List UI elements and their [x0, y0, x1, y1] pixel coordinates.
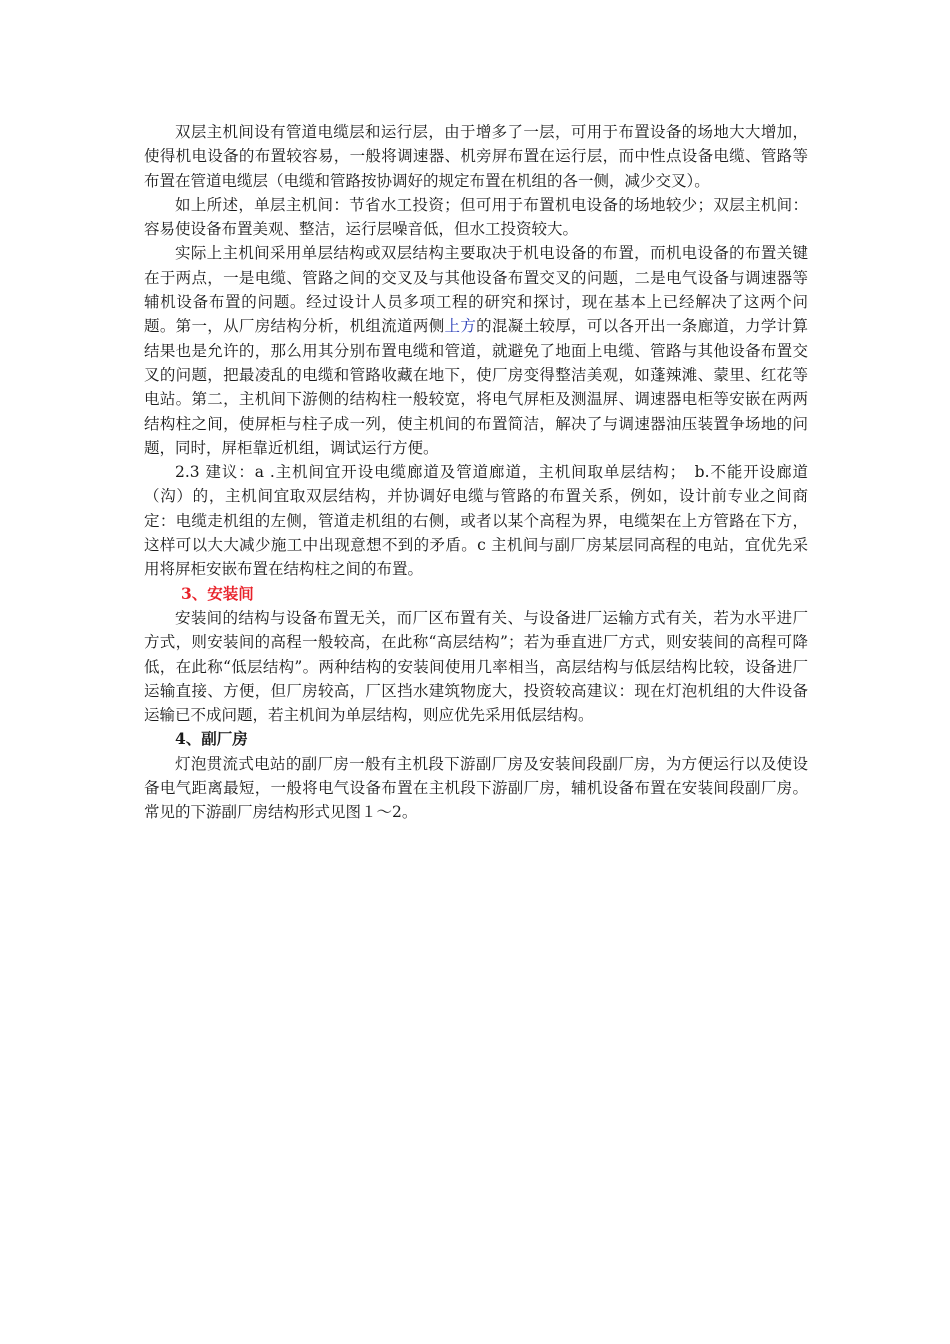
heading-auxiliary-building: 4、副厂房: [175, 729, 248, 749]
paragraph-auxiliary-building: 灯泡贯流式电站的副厂房一般有主机段下游副厂房及安装间段副厂房，为方便运行以及使设备电气距离最短，一般将电气设备布置在主机段下游副厂房，辅机设备布置在安装间段副厂房。常见的下游副厂房结构形式见图１～2。: [144, 754, 808, 822]
paragraph-suggestion: 2.3 建议：a .主机间宜开设电缆廊道及管道廊道，主机间取单层结构； b.不能开设廊道（沟）的，主机间宜取双层结构，并协调好电缆与管路的布置关系，例如，设计前专业之间商定：电缆走机组的左侧，管道走机组的右侧，或者以某个高程为界，电缆架在上方管路在下方，这样可以大大减少施工中出现意想不到的矛盾。c 主机间与副厂房某层同高程的电站，宜优先采用将屏柜安嵌布置在结构柱之间的布置。: [144, 463, 808, 579]
paragraph-practice-part2: 的混凝土较厚，可以各开出一条廊道，力学计算结果也是允许的，那么用其分别布置电缆和管道，就避免了地面上电缆、管路与其他设备布置交叉的问题，把最凌乱的电缆和管路收藏在地下，使厂房变得整洁美观，如蓬辣滩、蒙里、红花等电站。第二，主机间下游侧的结构柱一般较宽，将电气屏柜及测温屏、调速器电柜等安嵌在两两结构柱之间，使屏柜与柱子成一列，使主机间的布置简洁，解决了与调速器油压装置争场地的问题，同时，屏柜靠近机组，调试运行方便。: [144, 317, 808, 457]
paragraph-double-layer: 双层主机间设有管道电缆层和运行层，由于增多了一层，可用于布置设备的场地大大增加，使得机电设备的布置较容易，一般将调速器、机旁屏布置在运行层，而中性点设备电缆、管路等布置在管道电缆层（电缆和管路按协调好的规定布置在机组的各一侧，减少交叉）。: [144, 123, 808, 190]
paragraph-practice: [144, 241, 808, 460]
paragraph-installation-bay: 安装间的结构与设备布置无关，而厂区布置有关、与设备进厂运输方式有关，若为水平进厂方式，则安装间的高程一般较高，在此称“高层结构”；若为垂直进厂方式，则安装间的高程可降低，在此称“低层结构”。两种结构的安装间使用几率相当，高层结构与低层结构比较，设备进厂运输直接、方便，但厂房较高，厂区挡水建筑物庞大，投资较高建议：现在灯泡机组的大件设备运输已不成问题，若主机间为单层结构，则应优先采用低层结构。: [144, 608, 808, 725]
document-body: [144, 120, 808, 825]
heading-installation-bay: 3、安装间: [181, 583, 254, 603]
link-shangfang[interactable]: 上方: [444, 317, 477, 336]
paragraph-practice-part1: 实际上主机间采用单层结构或双层结构主要取决于机电设备的布置，而机电设备的布置关键在于两点，一是电缆、管路之间的交叉及与其他设备布置交叉的问题，二是电气设备与调速器等辅机设备布置的问题。经过设计人员多项工程的研究和探讨，现在基本上已经解决了这两个问题。第一，从厂房结构分析，机组流道两侧: [144, 244, 808, 336]
paragraph-summary: 如上所述，单层主机间：节省水工投资；但可用于布置机电设备的场地较少；双层主机间：容易使设备布置美观、整洁，运行层噪音低，但水工投资较大。: [144, 195, 808, 239]
